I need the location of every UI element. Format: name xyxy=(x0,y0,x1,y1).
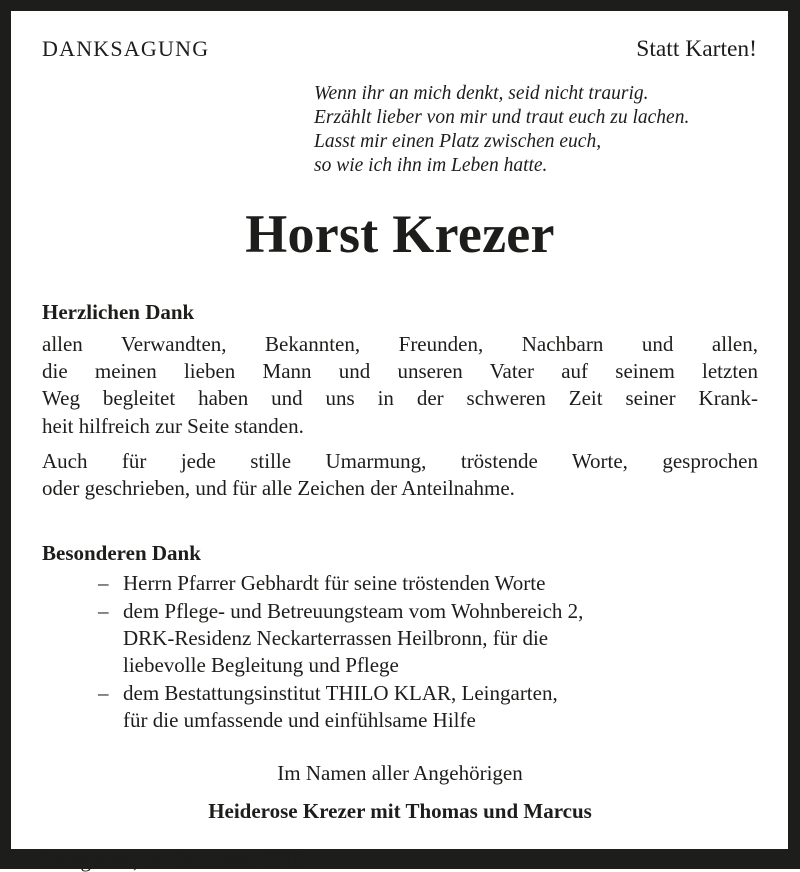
statt-karten-note: Statt Karten! xyxy=(636,36,757,62)
list-item-line: dem Pflege- und Betreuungsteam vom Wohnbereich 2, xyxy=(123,598,584,623)
list-item xyxy=(42,680,758,735)
place-and-date: Leingarten, im Dezember 2015 xyxy=(42,847,305,872)
special-thanks-heading: Besonderen Dank xyxy=(42,541,201,566)
thanks-heading: Herzlichen Dank xyxy=(42,299,195,324)
list-item-line: für die umfassende und einfühlsame Hilfe xyxy=(123,707,476,732)
notice-content xyxy=(11,11,788,872)
deceased-name: Horst Krezer xyxy=(245,203,555,264)
dash-bullet-icon: – xyxy=(98,680,109,705)
poem-line-1: Wenn ihr an mich denkt, seid nicht traurig. xyxy=(314,82,649,104)
thanks-paragraph-2 xyxy=(42,448,758,503)
notice-kicker: DANKSAGUNG xyxy=(42,36,210,61)
list-item-line: liebevolle Begleitung und Pflege xyxy=(123,653,399,678)
poem-line-3: Lasst mir einen Platz zwischen euch, xyxy=(314,131,602,153)
notice-header xyxy=(42,11,758,62)
paragraph-line: Auch für jede stille Umarmung, tröstende Worte, gesprochen xyxy=(42,448,758,473)
poem-line-2: Erzählt lieber von mir und traut euch zu lachen. xyxy=(314,106,690,128)
list-item-line: dem Bestattungsinstitut THILO KLAR, Leingarten, xyxy=(123,680,558,705)
closing-block xyxy=(42,760,758,824)
special-thanks-list xyxy=(42,570,758,734)
poem-line-4: so wie ich ihn im Leben hatte. xyxy=(314,155,548,177)
paragraph-line: allen Verwandten, Bekannten, Freunden, Nachbarn und allen, xyxy=(42,331,758,356)
memorial-poem xyxy=(42,82,758,179)
closing-intro: Im Namen aller Angehörigen xyxy=(277,761,523,786)
closing-family-names: Heiderose Krezer mit Thomas und Marcus xyxy=(208,798,592,823)
paragraph-line: die meinen lieben Mann und unseren Vater auf seinem letzten xyxy=(42,358,758,383)
dash-bullet-icon: – xyxy=(98,598,109,623)
dash-bullet-icon: – xyxy=(98,571,109,596)
paragraph-line: heit hilfreich zur Seite standen. xyxy=(42,413,304,438)
list-item xyxy=(42,570,758,597)
list-item-line: Herrn Pfarrer Gebhardt für seine tröstenden Worte xyxy=(123,571,546,596)
thanks-paragraph-1 xyxy=(42,331,758,440)
list-item xyxy=(42,598,758,680)
list-item-line: DRK-Residenz Neckarterrassen Heilbronn, für die xyxy=(123,626,549,651)
paragraph-line: Weg begleitet haben und uns in der schweren Zeit seiner Krank- xyxy=(42,386,758,411)
paragraph-line: oder geschrieben, und für alle Zeichen der Anteilnahme. xyxy=(42,476,515,501)
